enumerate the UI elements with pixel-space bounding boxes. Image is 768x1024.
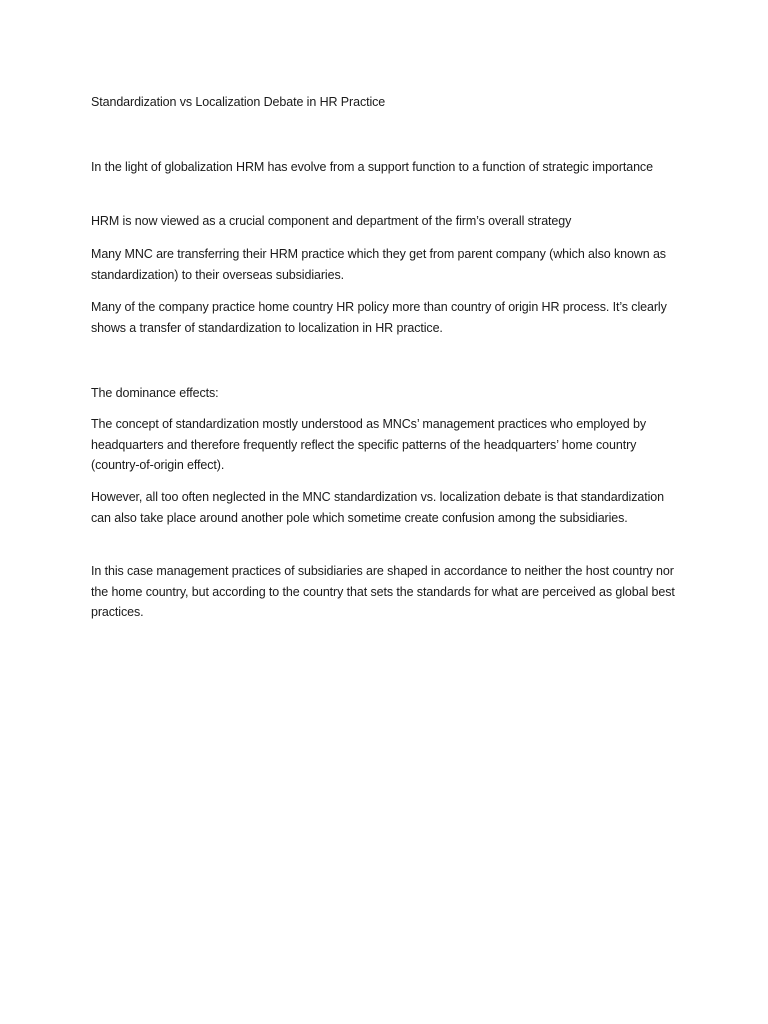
paragraph-globalization: In the light of globalization HRM has evolve from a support function to a function of strategic importance xyxy=(91,160,653,174)
paragraph-home-country-policy: Many of the company practice home country HR policy more than country of origin HR process. It’s clearly shows a transfer of standardization to localization in HR practice. xyxy=(91,300,667,335)
document-title: Standardization vs Localization Debate in HR Practice xyxy=(91,95,386,109)
paragraph-hrm-strategy: HRM is now viewed as a crucial component and department of the firm’s overall strategy xyxy=(91,214,572,228)
paragraph-global-best-practices: In this case management practices of subsidiaries are shaped in accordance to neither the host country nor the home country, but according to the country that sets the standards for what are perceived as global best practices. xyxy=(91,564,675,619)
paragraph-neglected-debate: However, all too often neglected in the MNC standardization vs. localization debate is that standardization can also take place around another pole which sometime create confusion among the subsidiaries. xyxy=(91,490,664,525)
section-heading: The dominance effects: xyxy=(91,386,219,400)
paragraph-mnc-transfer: Many MNC are transferring their HRM practice which they get from parent company (which also known as standardization) to their overseas subsidiaries. xyxy=(91,247,666,282)
paragraph-standardization-concept: The concept of standardization mostly understood as MNCs’ management practices who employed by headquarters and therefore frequently reflect the specific patterns of the headquarters’ home country (country-of-origin effect). xyxy=(91,417,647,472)
